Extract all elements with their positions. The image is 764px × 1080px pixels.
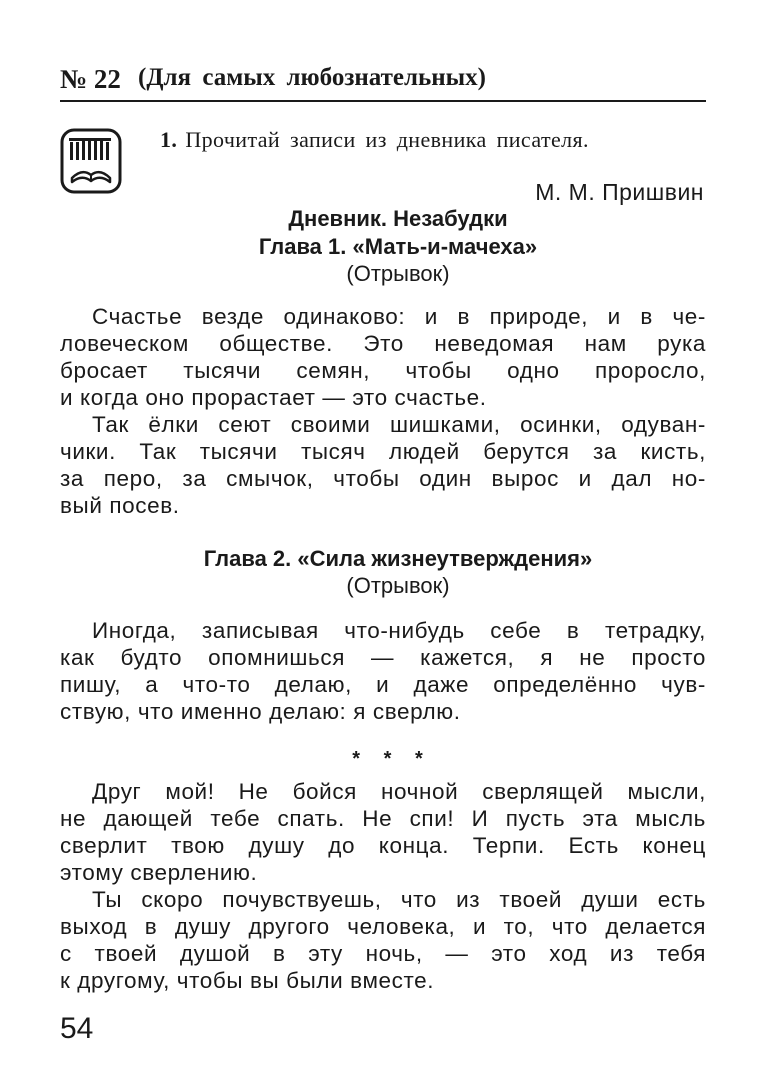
chapter-1-subtitle: (Отрывок) xyxy=(346,261,450,286)
chapter-2-title: Глава 2. «Сила жизнеутверждения» xyxy=(203,546,593,571)
chapter-1-paragraph-2 xyxy=(60,411,706,519)
page-number: 54 xyxy=(60,1012,94,1045)
task-instruction xyxy=(160,127,589,153)
text-line: пишу, а что-то делаю, и даже определённо чув- xyxy=(60,672,706,697)
chapter-2-paragraph-1 xyxy=(60,617,706,725)
task-text: Прочитай записи из дневника писателя. xyxy=(185,127,589,152)
chapter-2-paragraph-3 xyxy=(60,886,706,994)
text-line: чики. Так тысячи тысяч людей берутся за кисть, xyxy=(60,439,706,464)
text-line: с твоей душой в эту ночь, — это ход из тебя xyxy=(60,941,706,966)
text-line: ствую, что именно делаю: я сверлю. xyxy=(60,699,461,724)
text-line: бросает тысячи семян, чтобы одно проросло, xyxy=(60,358,706,383)
chapter-2-paragraph-2 xyxy=(60,778,706,886)
chapter-2-subtitle: (Отрывок) xyxy=(346,573,450,598)
text-line: этому сверлению. xyxy=(60,860,258,885)
text-line: Ты скоро почувствуешь, что из твоей души есть xyxy=(92,887,706,912)
task-number: 1. xyxy=(160,127,178,152)
chapter-1-paragraph-1 xyxy=(60,303,706,411)
text-line: Иногда, записывая что-нибудь себе в тетрадку, xyxy=(92,618,706,643)
text-line: вый посев. xyxy=(60,493,180,518)
text-line: к другому, чтобы вы были вместе. xyxy=(60,968,435,993)
section-separator: * * * xyxy=(352,748,432,770)
text-line: Счастье везде одинаково: и в природе, и в че- xyxy=(92,304,706,329)
text-line: не дающей тебе спать. Не спи! И пусть эта мысль xyxy=(60,806,706,831)
exercise-header xyxy=(60,62,706,102)
author-name: М. М. Пришвин xyxy=(535,179,704,205)
text-line: Друг мой! Не бойся ночной сверлящей мысли, xyxy=(92,779,706,804)
exercise-title: (Для самых любознательных) xyxy=(138,64,487,91)
text-line: сверлит твою душу до конца. Терпи. Есть конец xyxy=(60,833,706,858)
text-line: и когда оно прорастает — это счастье. xyxy=(60,385,487,410)
text-line: за перо, за смычок, чтобы один вырос и дал но- xyxy=(60,466,706,491)
chapter-1-title: Глава 1. «Мать-и-мачеха» xyxy=(258,234,538,259)
text-line: как будто опомнишься — кажется, я не просто xyxy=(60,645,706,670)
reading-book-icon xyxy=(60,128,122,194)
exercise-number: № 22 xyxy=(60,64,121,94)
text-line: ловеческом обществе. Это неведомая нам рука xyxy=(60,331,706,356)
diary-title: Дневник. Незабудки xyxy=(288,206,508,231)
text-line: Так ёлки сеют своими шишками, осинки, одуван- xyxy=(92,412,706,437)
text-line: выход в душу другого человека, и то, что делается xyxy=(60,914,706,939)
